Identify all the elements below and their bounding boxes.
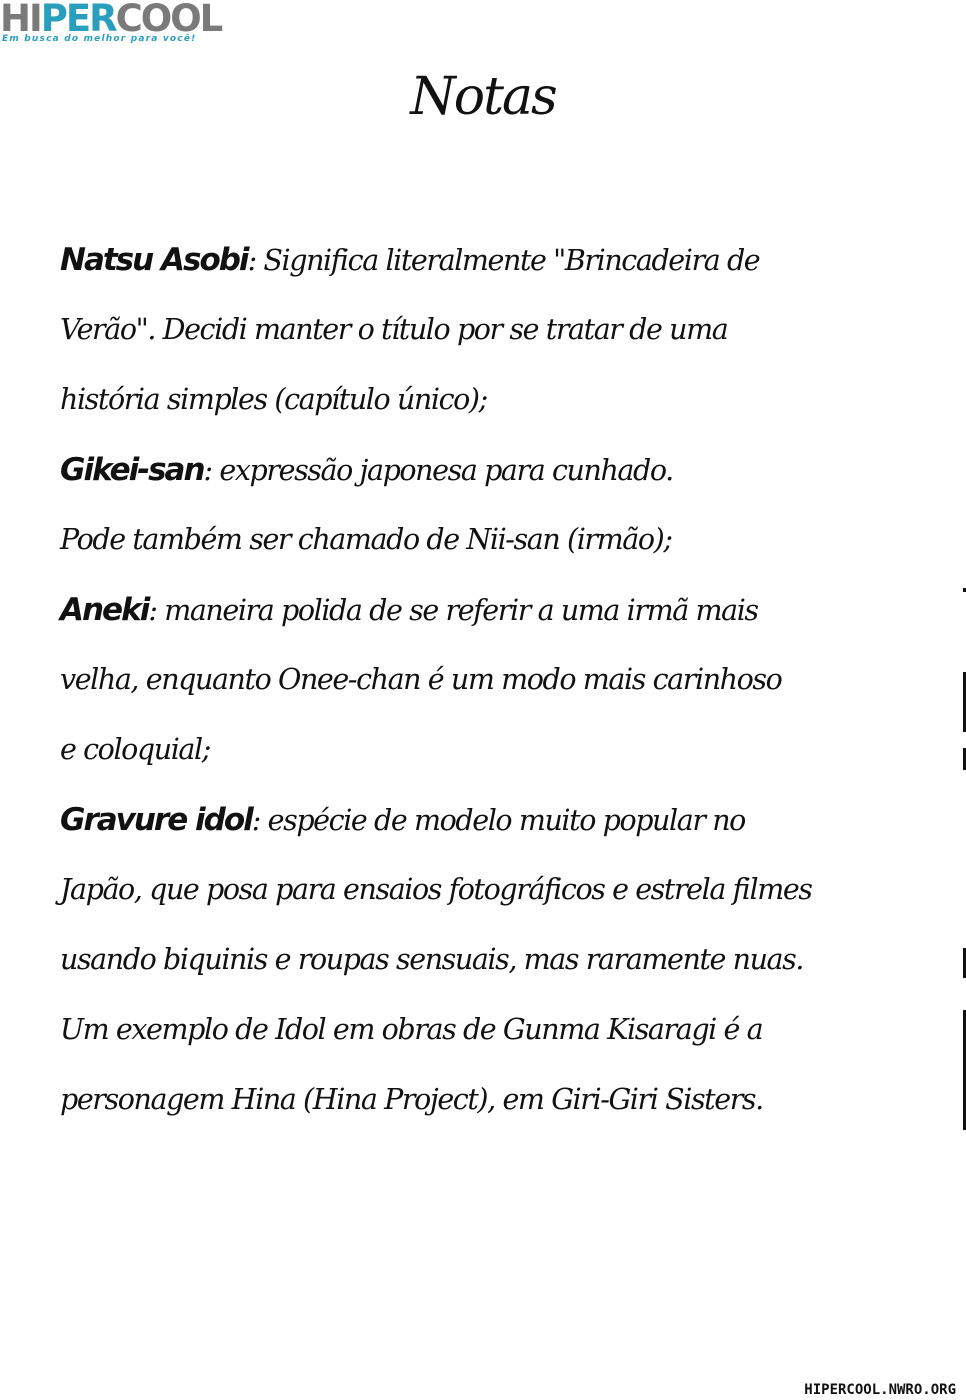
- note-line: usando biquinis e roupas sensuais, mas raramente nuas.: [60, 943, 804, 976]
- note-line: Verão". Decidi manter o título por se tratar de uma: [60, 313, 728, 346]
- note-line: [60, 435, 940, 505]
- note-term: Gikei-san: [60, 452, 204, 488]
- note-line: [60, 225, 940, 295]
- note-line: e coloquial;: [60, 733, 210, 766]
- logo-cool: COOL: [115, 0, 222, 40]
- logo-per: PER: [40, 0, 116, 40]
- note-text: : Significa literalmente "Brincadeira de: [247, 244, 760, 277]
- logo-hi: HI: [0, 0, 41, 40]
- logo-wordmark: [0, 0, 221, 38]
- note-text: : expressão japonesa para cunhado.: [203, 454, 673, 487]
- note-line: personagem Hina (Hina Project), em Giri-Giri Sisters.: [60, 1083, 763, 1116]
- notes-list: [60, 225, 940, 1135]
- note-text: : espécie de modelo muito popular no: [251, 804, 745, 837]
- note-line: história simples (capítulo único);: [60, 383, 487, 416]
- note-term: Natsu Asobi: [60, 242, 248, 278]
- note-line: velha, enquanto Onee-chan é um modo mais carinhoso: [60, 663, 782, 696]
- note-line: Japão, que posa para ensaios fotográficos e estrela filmes: [60, 873, 812, 906]
- note-line: [60, 785, 940, 855]
- logo-tagline: Em busca do melhor para você!: [2, 34, 197, 44]
- note-term: Aneki: [60, 592, 149, 628]
- note-line: Um exemplo de Idol em obras de Gunma Kisaragi é a: [60, 1013, 763, 1046]
- hipercool-logo: [0, 0, 230, 48]
- note-text: : maneira polida de se referir a uma irmã mais: [148, 594, 758, 627]
- note-line: Pode também ser chamado de Nii-san (irmão);: [60, 523, 672, 556]
- note-line: [60, 575, 940, 645]
- footer-url: HIPERCOOL.NWRO.ORG: [804, 1382, 956, 1398]
- note-term: Gravure idol: [60, 802, 252, 838]
- page-title: Notas: [410, 67, 556, 127]
